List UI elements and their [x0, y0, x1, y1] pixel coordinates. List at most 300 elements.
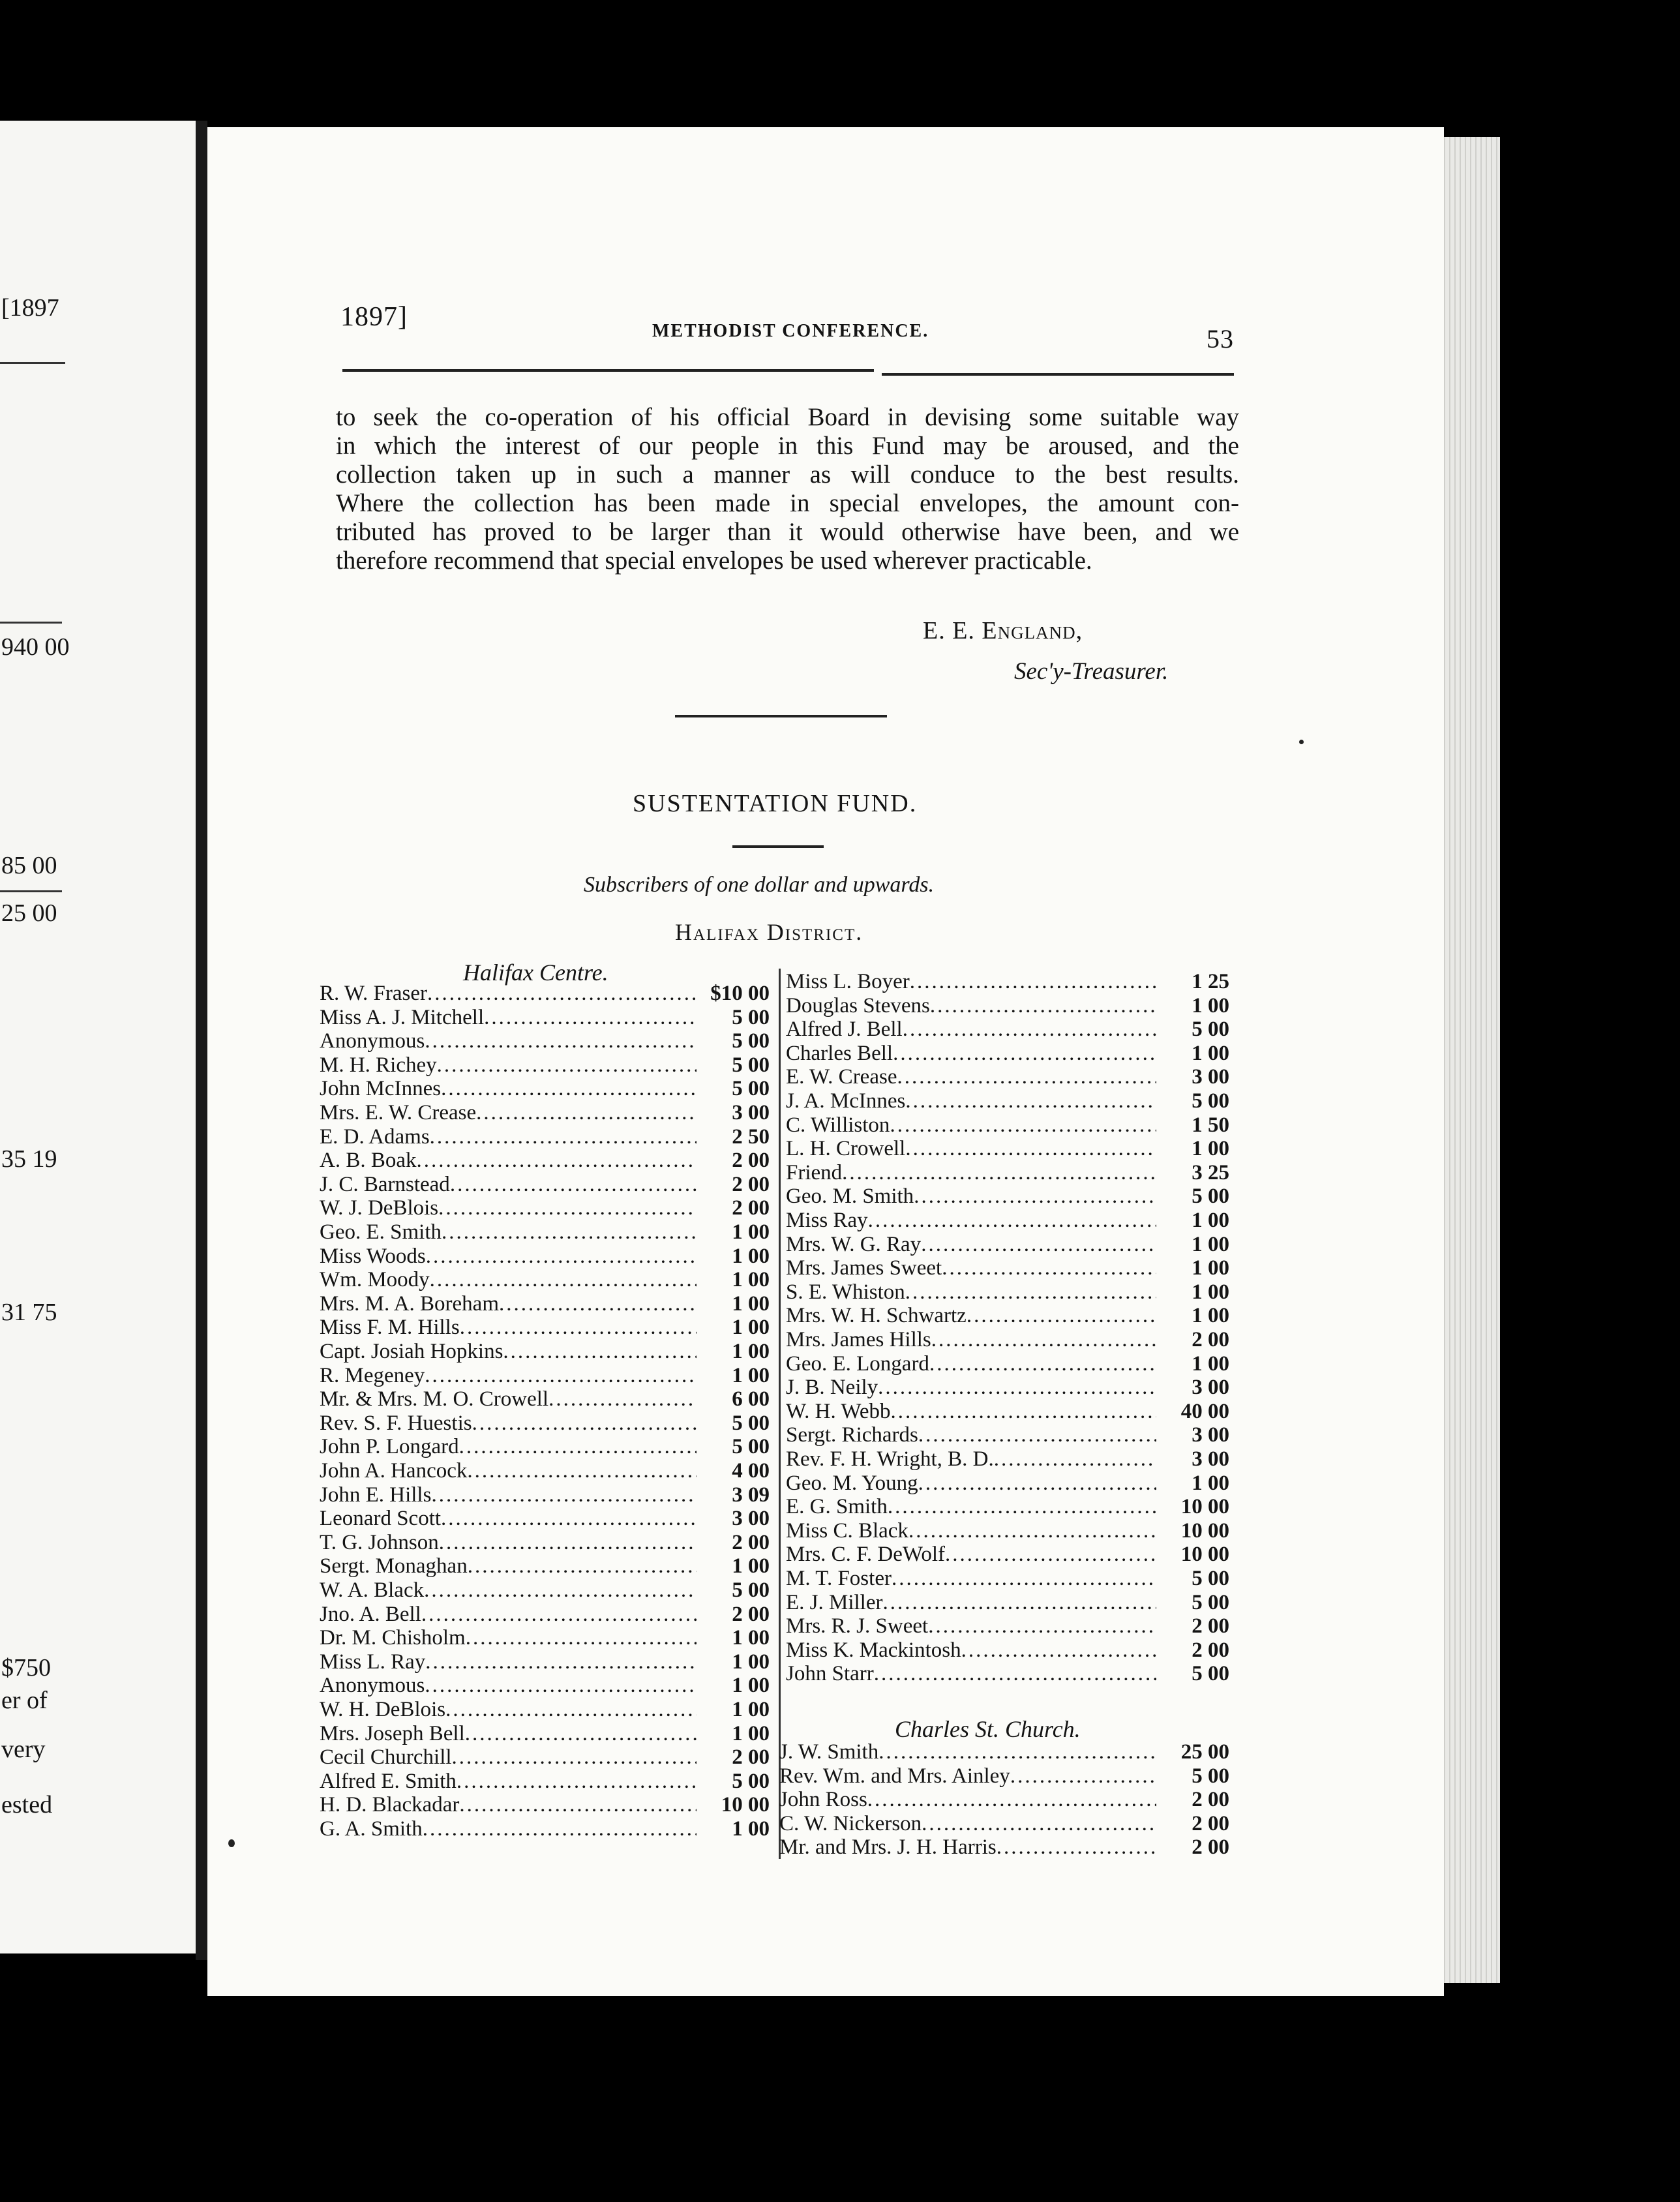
- page-edges: [1435, 137, 1500, 1983]
- subscriber-name: R. W. Fraser: [320, 982, 427, 1005]
- dot-leader: [441, 1507, 697, 1530]
- subscriber-name: Geo. E. Longard: [786, 1351, 929, 1376]
- subscriber-row: [786, 1638, 1229, 1662]
- subscriber-name: Miss Woods: [320, 1244, 426, 1268]
- subscriber-name: W. H. DeBlois: [320, 1698, 446, 1721]
- subscription-amount: 3 00: [1192, 1376, 1229, 1400]
- dot-leader: [484, 1006, 697, 1029]
- dot-leader: [426, 1244, 697, 1268]
- subscriber-name: J. W. Smith: [779, 1740, 879, 1764]
- subscriber-name: Charles Bell: [786, 1041, 893, 1065]
- subscriber-row: [320, 1173, 770, 1196]
- subscription-amount: 1 00: [732, 1316, 770, 1340]
- left-page-figure: 25 00: [1, 899, 57, 927]
- subscriber-row: [786, 1280, 1229, 1304]
- subscription-amount: 5 00: [732, 1769, 770, 1793]
- dot-leader: [878, 1740, 1156, 1764]
- subscription-amount: 25 00: [1180, 1740, 1229, 1764]
- subscriber-row: [786, 1018, 1229, 1041]
- section-divider: [675, 715, 887, 717]
- subscriber-name: Rev. F. H. Wright, B. D.: [786, 1447, 994, 1471]
- subscriber-row: [320, 1340, 770, 1363]
- dot-leader: [930, 994, 1156, 1018]
- dot-leader: [452, 1745, 697, 1769]
- subscriber-row: [786, 1400, 1229, 1423]
- subscription-amount: 2 00: [1192, 1788, 1229, 1812]
- subscription-amount: 3 00: [1192, 1447, 1229, 1471]
- subscriber-row: [320, 1387, 770, 1411]
- district-heading: Halifax District.: [675, 919, 863, 945]
- subscriber-row: [320, 1459, 770, 1483]
- subscription-amount: 2 00: [1192, 1835, 1229, 1860]
- subscription-amount: 2 00: [732, 1602, 770, 1626]
- subscription-amount: 5 00: [732, 1029, 770, 1053]
- subscriber-row: [786, 1065, 1229, 1089]
- left-facing-page: [0, 121, 196, 1953]
- subscriber-row: [786, 1161, 1229, 1184]
- subscriber-row: [320, 1698, 770, 1721]
- body-line: to seek the co-operation of his official Board in devising some suitable way: [336, 403, 1239, 431]
- subscriber-row: [786, 1376, 1229, 1399]
- subscriber-row: [320, 1268, 770, 1291]
- subscription-amount: 1 00: [1192, 993, 1229, 1018]
- subscription-amount: 1 50: [1192, 1113, 1229, 1137]
- title-rule: [732, 845, 824, 848]
- subscription-amount: 1 00: [1192, 1041, 1229, 1065]
- subscriber-row: [786, 970, 1229, 993]
- dot-leader: [499, 1292, 697, 1316]
- subscriber-name: W. A. Black: [320, 1578, 425, 1602]
- subscriber-name: Anonymous: [320, 1674, 425, 1698]
- subscription-amount: 1 00: [732, 1626, 770, 1650]
- subscriber-row: [320, 1626, 770, 1650]
- subscriber-name: Mrs. W. H. Schwartz: [786, 1304, 967, 1328]
- subscription-amount: 1 00: [1192, 1280, 1229, 1304]
- subscriber-name: J. A. McInnes: [786, 1089, 906, 1113]
- ink-speck: [228, 1839, 235, 1847]
- subscriber-row: [320, 1435, 770, 1458]
- subscription-amount: 1 00: [1192, 1209, 1229, 1232]
- subscriber-row: [779, 1740, 1229, 1764]
- subscriber-name: Mrs. E. W. Crease: [320, 1101, 477, 1124]
- dot-leader: [472, 1411, 697, 1435]
- subscriber-row: [320, 1507, 770, 1530]
- dot-leader: [457, 1770, 697, 1793]
- subscriber-row: [320, 1483, 770, 1507]
- subscriber-name: Dr. M. Chisholm: [320, 1626, 466, 1650]
- subscriber-name: John E. Hills: [320, 1483, 432, 1507]
- dot-leader: [914, 1184, 1156, 1208]
- dot-leader: [425, 1364, 697, 1387]
- dot-leader: [997, 1835, 1156, 1859]
- dot-leader: [441, 1077, 697, 1100]
- dot-leader: [967, 1304, 1156, 1327]
- dot-leader: [459, 1435, 697, 1458]
- dot-leader: [476, 1101, 697, 1124]
- subscription-amount: 1 00: [1192, 1471, 1229, 1495]
- dot-leader: [931, 1328, 1156, 1351]
- subscription-amount: 5 00: [732, 1411, 770, 1435]
- subscription-amount: 1 00: [732, 1220, 770, 1244]
- subscriber-name: Mrs. James Sweet: [786, 1256, 942, 1280]
- dot-leader: [910, 970, 1156, 993]
- subscriber-name: Sergt. Monaghan: [320, 1554, 468, 1578]
- dot-leader: [548, 1387, 697, 1411]
- subscriber-row: [786, 1614, 1229, 1638]
- subscriber-row: [320, 1220, 770, 1244]
- body-line: therefore recommend that special envelopes be used wherever practicable.: [336, 547, 1092, 575]
- left-page-word: ested: [1, 1791, 53, 1818]
- subscription-amount: 1 00: [732, 1291, 770, 1316]
- subscription-amount: 10 00: [1180, 1495, 1229, 1519]
- dot-leader: [888, 1495, 1156, 1518]
- subscriber-name: Douglas Stevens: [786, 993, 930, 1018]
- subscriber-row: [320, 1603, 770, 1626]
- subscriber-row: [320, 1793, 770, 1817]
- subscriber-row: [320, 1292, 770, 1316]
- left-column-heading: Halifax Centre.: [463, 959, 608, 986]
- subscriber-row: [320, 1554, 770, 1578]
- dot-leader: [439, 1531, 697, 1554]
- subscriber-name: Friend: [786, 1160, 843, 1184]
- header-title: METHODIST CONFERENCE.: [652, 321, 929, 341]
- subscription-amount: 3 25: [1192, 1160, 1229, 1184]
- subscriber-name: Cecil Churchill: [320, 1745, 452, 1770]
- left-page-figure: 35 19: [1, 1145, 57, 1173]
- subscriber-row: [786, 1567, 1229, 1590]
- subscriber-name: J. B. Neily: [786, 1376, 878, 1400]
- section-subtitle: Subscribers of one dollar and upwards.: [584, 873, 935, 897]
- left-page-word: very: [1, 1736, 46, 1763]
- subscriber-name: W. J. DeBlois: [320, 1196, 439, 1220]
- subscriber-row: [320, 982, 770, 1005]
- subscriber-row: [320, 1125, 770, 1149]
- dot-leader: [882, 1591, 1156, 1614]
- subscription-amount: 40 00: [1180, 1399, 1229, 1423]
- subscription-amount: 5 00: [1192, 1089, 1229, 1113]
- subscription-amount: 5 00: [732, 1053, 770, 1077]
- subscriber-name: R. Megeney: [320, 1363, 425, 1387]
- subscriber-name: H. D. Blackadar: [320, 1793, 460, 1817]
- dot-leader: [437, 1053, 697, 1077]
- dot-leader: [905, 1280, 1156, 1304]
- subscription-amount: 10 00: [1180, 1543, 1229, 1567]
- subscription-amount: 1 00: [1192, 1351, 1229, 1376]
- subscriber-name: Mrs. C. F. DeWolf: [786, 1543, 946, 1567]
- subscription-amount: 1 00: [732, 1721, 770, 1745]
- subscription-amount: 1 00: [1192, 1232, 1229, 1256]
- subscription-amount: 2 50: [732, 1124, 770, 1149]
- subscriber-name: S. E. Whiston: [786, 1280, 905, 1304]
- body-line: in which the interest of our people in this Fund may be aroused, and the: [336, 432, 1239, 460]
- subscriber-name: E. G. Smith: [786, 1495, 888, 1519]
- subscriber-name: Miss K. Mackintosh: [786, 1638, 961, 1662]
- dot-leader: [961, 1638, 1156, 1662]
- subscription-amount: 2 00: [1192, 1328, 1229, 1351]
- subscriber-row: [320, 1244, 770, 1268]
- dot-leader: [842, 1161, 1156, 1184]
- subscriber-row: [786, 1184, 1229, 1208]
- subscriber-name: Miss C. Black: [786, 1518, 908, 1543]
- left-page-figure: 31 75: [1, 1299, 57, 1326]
- subscriber-row: [786, 1209, 1229, 1232]
- subscriber-name: M. H. Richey: [320, 1053, 437, 1077]
- subscription-amount: 3 00: [732, 1101, 770, 1124]
- subscription-amount: 5 00: [1192, 1018, 1229, 1042]
- subscriber-name: W. H. Webb: [786, 1399, 891, 1423]
- subscriber-row: [786, 1328, 1229, 1351]
- subscriber-row: [786, 1471, 1229, 1495]
- subscriber-name: Miss F. M. Hills: [320, 1316, 460, 1340]
- subscriber-name: Rev. S. F. Huestis: [320, 1411, 472, 1435]
- left-page-rule: [0, 622, 62, 624]
- signature-name: E. E. England,: [923, 617, 1083, 644]
- header-year: 1897]: [340, 302, 408, 332]
- subscriber-name: Leonard Scott: [320, 1507, 442, 1531]
- subscriber-row: [320, 1316, 770, 1339]
- subscription-amount: 5 00: [1192, 1662, 1229, 1686]
- subscriber-name: John McInnes: [320, 1077, 442, 1101]
- subscriber-row: [786, 1304, 1229, 1327]
- dot-leader: [928, 1614, 1156, 1638]
- subscriber-name: Capt. Josiah Hopkins: [320, 1340, 503, 1363]
- subscription-amount: 1 00: [732, 1340, 770, 1363]
- subscription-amount: $10 00: [710, 982, 770, 1005]
- dot-leader: [460, 1316, 697, 1339]
- subscriber-row: [786, 1256, 1229, 1280]
- subscriber-row: [786, 1042, 1229, 1065]
- subscription-amount: 10 00: [721, 1793, 770, 1817]
- subscriber-row: [786, 1137, 1229, 1160]
- dot-leader: [423, 1817, 697, 1841]
- body-line: tributed has proved to be larger than it would otherwise have been, and we: [336, 518, 1239, 546]
- subscription-amount: 5 00: [732, 1005, 770, 1029]
- dot-leader: [918, 1423, 1156, 1447]
- subscriber-name: John P. Longard: [320, 1435, 459, 1459]
- subscriber-row: [320, 1053, 770, 1077]
- subscription-amount: 5 00: [1192, 1567, 1229, 1590]
- subscriber-name: John A. Hancock: [320, 1459, 468, 1483]
- dot-leader: [425, 1674, 697, 1697]
- subscriber-row: [320, 1578, 770, 1602]
- dot-leader: [994, 1447, 1156, 1471]
- subscriber-row: [786, 1591, 1229, 1614]
- subscriber-name: Rev. Wm. and Mrs. Ainley: [779, 1764, 1010, 1788]
- subscription-amount: 3 00: [1192, 1065, 1229, 1089]
- subscription-amount: 3 00: [1192, 1423, 1229, 1447]
- subscriber-name: Mr. and Mrs. J. H. Harris: [779, 1835, 997, 1860]
- dot-leader: [445, 1698, 697, 1721]
- left-page-word: er of: [1, 1687, 48, 1714]
- subscriber-name: Anonymous: [320, 1029, 425, 1053]
- subscriber-row: [779, 1788, 1229, 1811]
- subscription-amount: 5 00: [732, 1435, 770, 1459]
- subscriber-row: [320, 1006, 770, 1029]
- subscriber-name: Mrs. M. A. Boreham: [320, 1291, 499, 1316]
- dot-leader: [942, 1256, 1156, 1280]
- subscriber-name: G. A. Smith: [320, 1817, 423, 1841]
- section-title: SUSTENTATION FUND.: [633, 790, 918, 817]
- subscriber-row: [320, 1674, 770, 1697]
- subscription-amount: 1 00: [1192, 1256, 1229, 1280]
- subscription-amount: 5 00: [1192, 1590, 1229, 1614]
- subscriber-row: [320, 1745, 770, 1769]
- subscriber-name: Mrs. Joseph Bell: [320, 1721, 465, 1745]
- subscriber-row: [320, 1196, 770, 1220]
- subscriber-name: Alfred E. Smith: [320, 1769, 457, 1793]
- dot-leader: [503, 1340, 697, 1363]
- dot-leader: [918, 1471, 1156, 1495]
- dot-leader: [868, 1209, 1156, 1232]
- dot-leader: [874, 1662, 1156, 1685]
- subscriber-row: [786, 1352, 1229, 1376]
- subscriber-name: Wm. Moody: [320, 1268, 430, 1292]
- dot-leader: [903, 1018, 1156, 1041]
- subscription-amount: 5 00: [732, 1077, 770, 1101]
- dot-leader: [417, 1149, 697, 1172]
- subscription-amount: 1 00: [1192, 1304, 1229, 1328]
- subscriber-row: [320, 1364, 770, 1387]
- signature-title: Sec'y-Treasurer.: [1014, 658, 1169, 685]
- dot-leader: [459, 1793, 697, 1817]
- subscription-amount: 1 00: [732, 1817, 770, 1841]
- dot-leader: [465, 1722, 697, 1745]
- dot-leader: [442, 1220, 697, 1244]
- dot-leader: [425, 1029, 697, 1053]
- subscriber-name: E. D. Adams: [320, 1124, 430, 1149]
- subscription-amount: 5 00: [732, 1578, 770, 1602]
- subscriber-row: [786, 1495, 1229, 1518]
- dot-leader: [468, 1554, 697, 1578]
- subscriber-name: Mr. & Mrs. M. O. Crowell: [320, 1387, 549, 1411]
- left-page-year: [1897: [1, 294, 59, 322]
- subscriber-row: [320, 1411, 770, 1435]
- left-page-rule: [0, 362, 65, 364]
- subscription-amount: 2 00: [1192, 1638, 1229, 1662]
- dot-leader: [425, 1650, 697, 1674]
- subscriber-name: T. G. Johnson: [320, 1530, 439, 1554]
- subscriber-row: [320, 1101, 770, 1124]
- subscriber-row: [320, 1817, 770, 1841]
- subscription-amount: 1 00: [732, 1674, 770, 1698]
- dot-leader: [430, 1125, 697, 1149]
- subscriber-name: Alfred J. Bell: [786, 1018, 903, 1042]
- dot-leader: [867, 1788, 1156, 1811]
- page-number: 53: [1207, 324, 1234, 354]
- subscription-amount: 10 00: [1180, 1518, 1229, 1543]
- subscription-amount: 2 00: [732, 1745, 770, 1770]
- subscriber-name: John Ross: [779, 1788, 867, 1812]
- subscription-amount: 2 00: [1192, 1614, 1229, 1638]
- body-line: Where the collection has been made in special envelopes, the amount con-: [336, 489, 1239, 517]
- subscriber-row: [779, 1835, 1229, 1859]
- dot-leader: [905, 1137, 1156, 1160]
- subscription-amount: 2 00: [732, 1172, 770, 1196]
- left-page-rule: [0, 890, 62, 892]
- ink-speck: [1299, 740, 1304, 744]
- charles-st-heading: Charles St. Church.: [895, 1716, 1081, 1742]
- subscriber-name: C. W. Nickerson: [779, 1811, 922, 1835]
- subscription-amount: 1 25: [1192, 970, 1229, 993]
- subscription-amount: 1 00: [732, 1244, 770, 1268]
- dot-leader: [905, 1089, 1156, 1113]
- subscriber-name: Miss A. J. Mitchell: [320, 1005, 485, 1029]
- subscriber-row: [786, 1423, 1229, 1447]
- subscriber-row: [786, 994, 1229, 1018]
- dot-leader: [945, 1543, 1156, 1566]
- subscriber-name: Mrs. W. G. Ray: [786, 1232, 922, 1256]
- body-paragraph: [336, 403, 1239, 575]
- subscription-amount: 4 00: [732, 1459, 770, 1483]
- subscriber-name: C. Williston: [786, 1113, 890, 1137]
- dot-leader: [427, 982, 697, 1005]
- subscriber-row: [320, 1722, 770, 1745]
- subscription-amount: 2 00: [732, 1196, 770, 1220]
- subscription-amount: 1 00: [732, 1554, 770, 1578]
- subscriber-name: John Starr: [786, 1662, 874, 1686]
- subscriber-name: Geo. E. Smith: [320, 1220, 442, 1244]
- dot-leader: [891, 1400, 1156, 1423]
- subscriber-name: Mrs. James Hills: [786, 1328, 931, 1351]
- subscriber-row: [786, 1519, 1229, 1543]
- subscriber-row: [320, 1770, 770, 1793]
- dot-leader: [878, 1376, 1156, 1399]
- subscriber-name: E. W. Crease: [786, 1065, 897, 1089]
- subscriber-name: Miss L. Boyer: [786, 970, 910, 993]
- subscriber-row: [786, 1447, 1229, 1471]
- subscription-amount: 6 00: [732, 1387, 770, 1411]
- book-gutter: [196, 121, 207, 1960]
- subscriber-name: Mrs. R. J. Sweet: [786, 1614, 929, 1638]
- subscription-amount: 1 00: [732, 1650, 770, 1674]
- subscriber-name: Geo. M. Young: [786, 1471, 918, 1495]
- subscriber-row: [786, 1089, 1229, 1113]
- subscriber-row: [779, 1812, 1229, 1835]
- subscriber-name: Miss L. Ray: [320, 1650, 426, 1674]
- subscriber-row: [320, 1149, 770, 1172]
- subscriber-row: [786, 1662, 1229, 1685]
- subscriber-name: J. C. Barnstead: [320, 1172, 450, 1196]
- dot-leader: [430, 1268, 697, 1291]
- left-page-figure: 85 00: [1, 852, 57, 879]
- subscriber-row: [320, 1531, 770, 1554]
- subscription-amount: 1 00: [1192, 1137, 1229, 1161]
- subscriber-row: [779, 1764, 1229, 1788]
- subscription-amount: 5 00: [1192, 1184, 1229, 1209]
- dot-leader: [450, 1173, 697, 1196]
- subscription-amount: 5 00: [1192, 1764, 1229, 1788]
- subscriber-row: [786, 1233, 1229, 1256]
- subscription-amount: 2 00: [732, 1149, 770, 1173]
- left-page-figure: 940 00: [1, 633, 70, 661]
- subscriber-row: [320, 1077, 770, 1100]
- subscription-amount: 1 00: [732, 1363, 770, 1387]
- subscription-amount: 2 00: [1192, 1811, 1229, 1835]
- subscriber-row: [786, 1543, 1229, 1566]
- dot-leader: [929, 1352, 1156, 1376]
- dot-leader: [467, 1459, 697, 1483]
- subscriber-row: [320, 1650, 770, 1674]
- subscriber-name: Sergt. Richards: [786, 1423, 918, 1447]
- dot-leader: [438, 1196, 697, 1220]
- dot-leader: [424, 1578, 697, 1602]
- body-line: collection taken up in such a manner as will conduce to the best results.: [336, 460, 1239, 489]
- subscription-amount: 1 00: [732, 1698, 770, 1721]
- subscription-amount: 3 09: [732, 1483, 770, 1507]
- subscription-amount: 1 00: [732, 1268, 770, 1292]
- subscriber-name: Miss Ray: [786, 1209, 868, 1232]
- subscription-amount: 3 00: [732, 1507, 770, 1531]
